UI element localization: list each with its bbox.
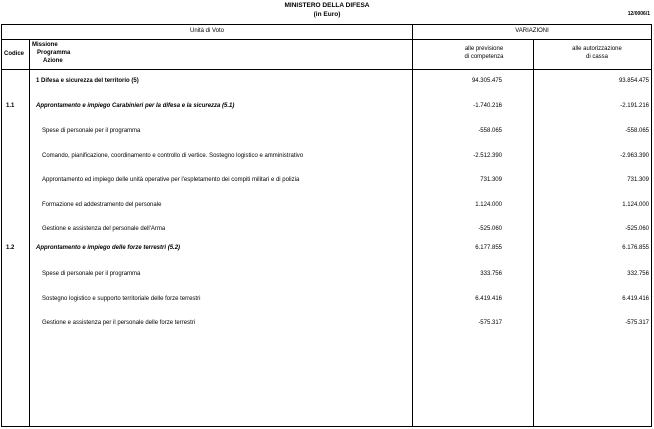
row-azione-cassa: -558.065	[625, 128, 649, 134]
column-header-competenza-2: di competenza	[464, 54, 504, 60]
column-header-divider	[2, 69, 651, 70]
row-azione-label: Gestione e assistenza del personale dell'Arma	[42, 226, 166, 232]
row-azione-competenza: -575.317	[478, 320, 502, 326]
row-azione-competenza: 333.756	[480, 271, 502, 277]
row-azione-label: Spese di personale per il programma	[42, 128, 141, 134]
row-azione-cassa: 332.756	[627, 271, 649, 277]
row-azione-label: Gestione e assistenza per il personale delle forze terrestri	[42, 320, 196, 326]
column-header-cassa-2: di cassa	[585, 54, 608, 60]
row-programma-competenza: -1.740.216	[473, 103, 502, 109]
row-azione-label: Sostegno logistico e supporto territoriale delle forze terrestri	[42, 296, 201, 302]
column-header-codice: Codice	[4, 51, 25, 57]
row-azione-label: Comando, pianificazione, coordinamento e controllo di vertice. Sostegno logistico e amministrativo	[42, 153, 304, 159]
row-missione-cassa: 93.854.475	[618, 78, 649, 84]
budget-table	[1, 24, 652, 427]
row-azione-competenza: 1.124.000	[475, 202, 502, 208]
divider-voto	[412, 25, 413, 426]
column-header-azione: Azione	[43, 58, 63, 64]
row-azione-competenza: -2.512.390	[473, 153, 502, 159]
row-azione-competenza: -525.060	[478, 226, 502, 232]
row-azione-competenza: 731.309	[480, 177, 502, 183]
row-programma-label: Approntamento e impiego Carabinieri per la difesa e la sicurezza (5.1)	[36, 103, 235, 109]
column-header-competenza-1: alle previsione	[464, 46, 504, 52]
document-code: 12/0006/1	[627, 11, 650, 17]
row-azione-competenza: -558.065	[478, 128, 502, 134]
row-azione-cassa: -525.060	[625, 226, 649, 232]
row-azione-cassa: 6.419.416	[622, 296, 649, 302]
header-divider	[2, 39, 651, 40]
divider-codice	[29, 39, 30, 426]
row-azione-label: Formazione ed addestramento del personale	[42, 202, 162, 208]
row-azione-competenza: 6.419.416	[475, 296, 502, 302]
group-header-variazioni: VARIAZIONI	[515, 28, 549, 34]
row-programma-label: Approntamento e impiego delle forze terrestri (5.2)	[36, 245, 181, 251]
row-programma-competenza: 6.177.855	[475, 245, 502, 251]
column-header-cassa-1: alle autorizzazione	[572, 46, 622, 52]
row-azione-cassa: -2.963.390	[620, 153, 649, 159]
row-azione-label: Spese di personale per il programma	[42, 271, 141, 277]
row-missione-competenza: 94.305.475	[471, 78, 502, 84]
row-programma-code: 1.1	[6, 103, 15, 109]
row-azione-cassa: 731.309	[627, 177, 649, 183]
row-azione-cassa: -575.317	[625, 320, 649, 326]
currency-note: (in Euro)	[313, 11, 341, 18]
column-header-programma: Programma	[37, 50, 71, 56]
column-header-missione: Missione	[32, 42, 58, 48]
row-programma-cassa: 6.176.855	[622, 245, 649, 251]
row-missione-label: 1 Difesa e sicurezza del territorio (5)	[36, 78, 139, 84]
row-azione-label: Approntamento ed impiego delle unità operative per l'espletamento dei compiti militari e di polizia	[42, 177, 300, 183]
group-header-unita-di-voto: Unità di Voto	[189, 28, 225, 34]
row-programma-cassa: -2.191.216	[620, 103, 649, 109]
row-programma-code: 1.2	[6, 245, 15, 251]
row-azione-cassa: 1.124.000	[622, 202, 649, 208]
ministry-title: MINISTERO DELLA DIFESA	[284, 2, 370, 9]
divider-variazioni	[533, 39, 534, 426]
